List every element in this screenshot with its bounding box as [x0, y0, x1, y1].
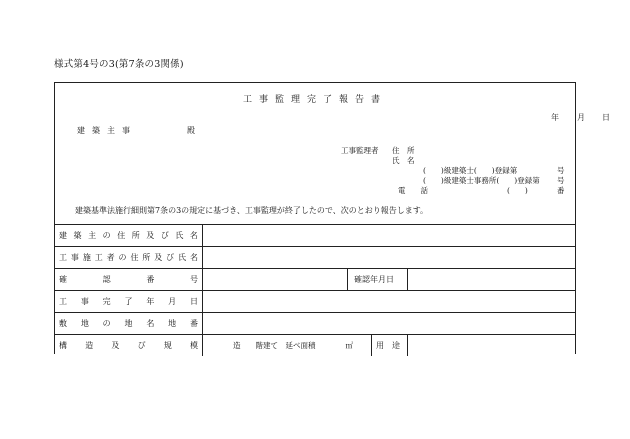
- use-value[interactable]: [408, 335, 575, 356]
- row-label-char: 地: [124, 319, 133, 328]
- row-label-char: 及: [154, 253, 163, 262]
- table-row: [55, 290, 575, 312]
- addressee-honorific: 殿: [187, 126, 195, 135]
- row-label-char: 住: [130, 253, 139, 262]
- row-label-char: 模: [189, 341, 198, 350]
- form-title: 工事監理完了報告書: [242, 95, 387, 105]
- row-label-structure: [55, 335, 203, 356]
- date-year-label: 年: [551, 113, 559, 122]
- row-label-char: 事: [80, 297, 89, 306]
- phone-label: 電 話: [398, 186, 428, 195]
- row-label-char: 確: [59, 275, 67, 284]
- confirm-number-value[interactable]: [205, 269, 347, 290]
- row-label-char: 主: [88, 231, 97, 240]
- row-label-completion-date: [55, 291, 203, 312]
- row-label-char: び: [160, 231, 169, 240]
- row-label-char: の: [102, 319, 111, 328]
- row-label-char: 造: [85, 341, 94, 350]
- row-label-char: 了: [124, 297, 133, 306]
- row-label-char: 施: [82, 253, 91, 262]
- row-label-char: 完: [102, 297, 111, 306]
- confirm-date-value[interactable]: [408, 269, 575, 290]
- row-label-char: 者: [106, 253, 115, 262]
- row-label-char: び: [166, 253, 175, 262]
- table-row: [55, 312, 575, 334]
- row-label-char: 及: [146, 231, 155, 240]
- supervisor-label: 工事監理者: [341, 146, 379, 155]
- row-label-confirm-number: [55, 269, 203, 290]
- row-label-char: の: [102, 231, 111, 240]
- row-label-char: 名: [146, 319, 155, 328]
- use-label: 用 途: [376, 341, 400, 350]
- row-label-char: 工: [94, 253, 103, 262]
- form-identifier: 様式第4号の3(第7条の3関係): [54, 59, 184, 70]
- supervisor-address-label: 住 所: [392, 146, 415, 155]
- row-label-char: 所: [142, 253, 151, 262]
- addressee: [77, 125, 195, 136]
- row-label-char: 構: [59, 341, 67, 350]
- owner-value[interactable]: [205, 225, 575, 246]
- row-label-char: 氏: [178, 253, 187, 262]
- date-month-label: 月: [577, 113, 585, 122]
- row-label-char: 番: [146, 275, 155, 284]
- row-label-char: 月: [168, 297, 177, 306]
- structure-value[interactable]: 造 階建て 延べ面積 ㎡: [233, 341, 353, 350]
- row-label-char: 日: [189, 297, 198, 306]
- row-label-char: 築: [73, 231, 82, 240]
- row-label-char: 年: [146, 297, 155, 306]
- office-registration: ( )級建築士事務所( )登録第: [423, 176, 540, 185]
- table-row: [55, 224, 575, 246]
- row-label-char: 名: [189, 253, 198, 262]
- row-label-contractor: [55, 247, 203, 268]
- addressee-name: 建築主事: [77, 126, 137, 135]
- site-address-value[interactable]: [205, 313, 575, 334]
- contractor-value[interactable]: [205, 247, 575, 268]
- date-day-label: 日: [602, 113, 610, 122]
- confirm-date-label: 確認年月日: [354, 275, 394, 284]
- phone-suffix: 番: [557, 186, 565, 195]
- row-label-char: 番: [189, 319, 198, 328]
- row-label-site-address: [55, 313, 203, 334]
- row-label-char: 地: [80, 319, 89, 328]
- row-label-char: 名: [189, 231, 198, 240]
- architect-registration-suffix: 号: [557, 166, 565, 175]
- office-registration-suffix: 号: [557, 176, 565, 185]
- row-label-char: 所: [131, 231, 140, 240]
- row-label-char: 規: [163, 341, 172, 350]
- completion-date-value[interactable]: [205, 291, 575, 312]
- row-label-char: 工: [59, 297, 67, 306]
- row-label-char: 認: [102, 275, 111, 284]
- table-row: [55, 268, 575, 290]
- row-label-char: び: [137, 341, 146, 350]
- architect-registration: ( )級建築士( )登録第: [423, 166, 518, 175]
- row-label-char: 敷: [59, 319, 67, 328]
- row-label-char: 及: [111, 341, 120, 350]
- row-label-owner: [55, 225, 203, 246]
- report-form: [54, 82, 610, 354]
- row-label-char: 地: [168, 319, 177, 328]
- row-label-char: 建: [59, 231, 67, 240]
- row-label-char: の: [118, 253, 127, 262]
- table-row: [55, 334, 575, 356]
- row-label-char: 工: [59, 253, 67, 262]
- phone-paren: ( ): [507, 186, 528, 195]
- row-label-char: 事: [70, 253, 79, 262]
- table-row: [55, 246, 575, 268]
- report-statement: 建築基準法施行細則第7条の3の規定に基づき、工事監理が終了したので、次のとおり報告します。: [75, 206, 429, 215]
- row-label-char: 住: [117, 231, 126, 240]
- row-label-char: 氏: [175, 231, 184, 240]
- row-label-char: 号: [189, 275, 198, 284]
- supervisor-name-label: 氏 名: [392, 156, 415, 165]
